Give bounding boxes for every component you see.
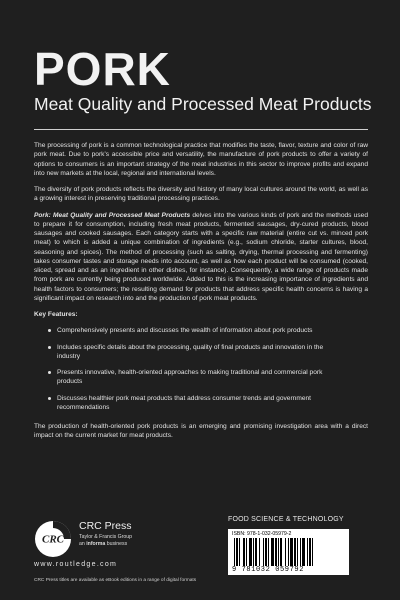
publisher-group: Taylor & Francis Group (79, 534, 133, 540)
key-features-heading: Key Features: (34, 311, 78, 318)
book-subtitle: Meat Quality and Processed Meat Products (34, 94, 372, 114)
barcode-bar (243, 538, 245, 566)
barcode-bar (288, 538, 289, 566)
blurb-paragraph-3-text: delves into the various kinds of pork and the methods used to prepare it for consumption, including fresh meat products, fermented sausages, dry-cured products, blood sausages and cooked sausages. Each category starts with a specific raw material (entire cut vs. minced pork meat) to which is added a unique combination of ingredients (e.g., sodium chloride, starter cultures, blood, seasoning and spices). The method of processing (such as salting, drying, thermal processing and fermenting) takes consumer tastes and storage needs into account, as well as how each product will be consumed (cooked, sliced, spread and as an ingredient in other dishes, for instance). Consequently, a wide range of products made from pork are currently being produced worldwide. Added to this is the increasing importance of ingredients and health factors to consumers; the resulting demand for products that address specific health concerns is having a significant impact on research into and the production of pork meat products. (34, 211, 368, 302)
barcode-bar (302, 538, 305, 566)
isbn-label: ISBN: 978-1-032-05979-2 (232, 531, 292, 537)
barcode-bar (271, 538, 274, 566)
barcode-bar (253, 538, 254, 566)
barcode-bar (263, 538, 264, 566)
barcode-bar (249, 538, 252, 566)
barcode-bar (259, 538, 260, 566)
barcode-bar (307, 538, 308, 566)
barcode-bar (265, 538, 267, 566)
barcode-bar (285, 538, 286, 566)
barcode-bar (300, 538, 301, 566)
title-divider (34, 129, 368, 130)
crc-press-logo-icon (34, 520, 72, 558)
blurb-lead-title: Pork: Meat Quality and Processed Meat Products (34, 211, 191, 219)
publisher-url[interactable]: www.routledge.com (34, 561, 118, 568)
barcode-bar (268, 538, 269, 566)
barcode-icon (232, 538, 344, 566)
key-feature-item: Comprehensively presents and discusses the wealth of information about pork products (48, 326, 337, 335)
key-feature-item: Includes specific details about the processing, quality of final products and innovation in the industry (48, 343, 337, 362)
barcode-bar (290, 538, 293, 566)
ebook-note: CRC Press titles are available as eBook editions in a range of digital formats (34, 578, 197, 583)
barcode-bar (280, 538, 282, 566)
blurb-paragraph-3 (34, 211, 368, 304)
barcode-bar (239, 538, 240, 566)
key-feature-item: Presents innovative, health-oriented approaches to making traditional and commercial pork products (48, 368, 337, 387)
subject-category: FOOD SCIENCE & TECHNOLOGY (228, 516, 344, 523)
barcode-bar (312, 538, 313, 566)
business-brand: informa (86, 541, 106, 547)
barcode-bar (309, 538, 311, 566)
barcode-bar (278, 538, 279, 566)
blurb-closing: The production of health-oriented pork products is an emerging and promising investigation area with a direct impact on the current market for meat products. (34, 423, 368, 440)
isbn-digits: 9 781032 059792 (232, 566, 305, 574)
key-features-list (34, 326, 368, 412)
business-prefix: an (79, 541, 87, 547)
business-suffix: business (105, 541, 128, 547)
blurb (34, 141, 368, 448)
isbn-barcode-block (228, 529, 349, 575)
blurb-paragraph-2: The diversity of pork products reflects the diversity and history of many local cultures around the world, as well as a growing interest in preserving traditional processing practices. (34, 186, 368, 203)
barcode-bar (246, 538, 247, 566)
blurb-paragraph-1: The processing of pork is a common technological practice that modifies the taste, flavor, texture and color of raw pork meat. Due to pork’s accessible price and versatility, the manufacture of pork products to offer a variety of options to consumers is an important strategy of the meat industries in this sector to improve profits and expand into new markets at the local, regional and international levels. (34, 142, 368, 177)
barcode-bar (236, 538, 238, 566)
key-feature-item: Discusses healthier pork meat products that address consumer trends and government recommendations (48, 394, 337, 413)
crc-logo-text: CRC (41, 533, 65, 546)
barcode-bar (275, 538, 277, 566)
barcode-bar (294, 538, 296, 566)
barcode-bar (255, 538, 257, 566)
publisher-business-line (79, 541, 127, 547)
barcode-bar (234, 538, 235, 566)
barcode-bar (297, 538, 298, 566)
publisher-name: CRC Press (79, 520, 132, 532)
book-title: PORK (34, 43, 171, 95)
